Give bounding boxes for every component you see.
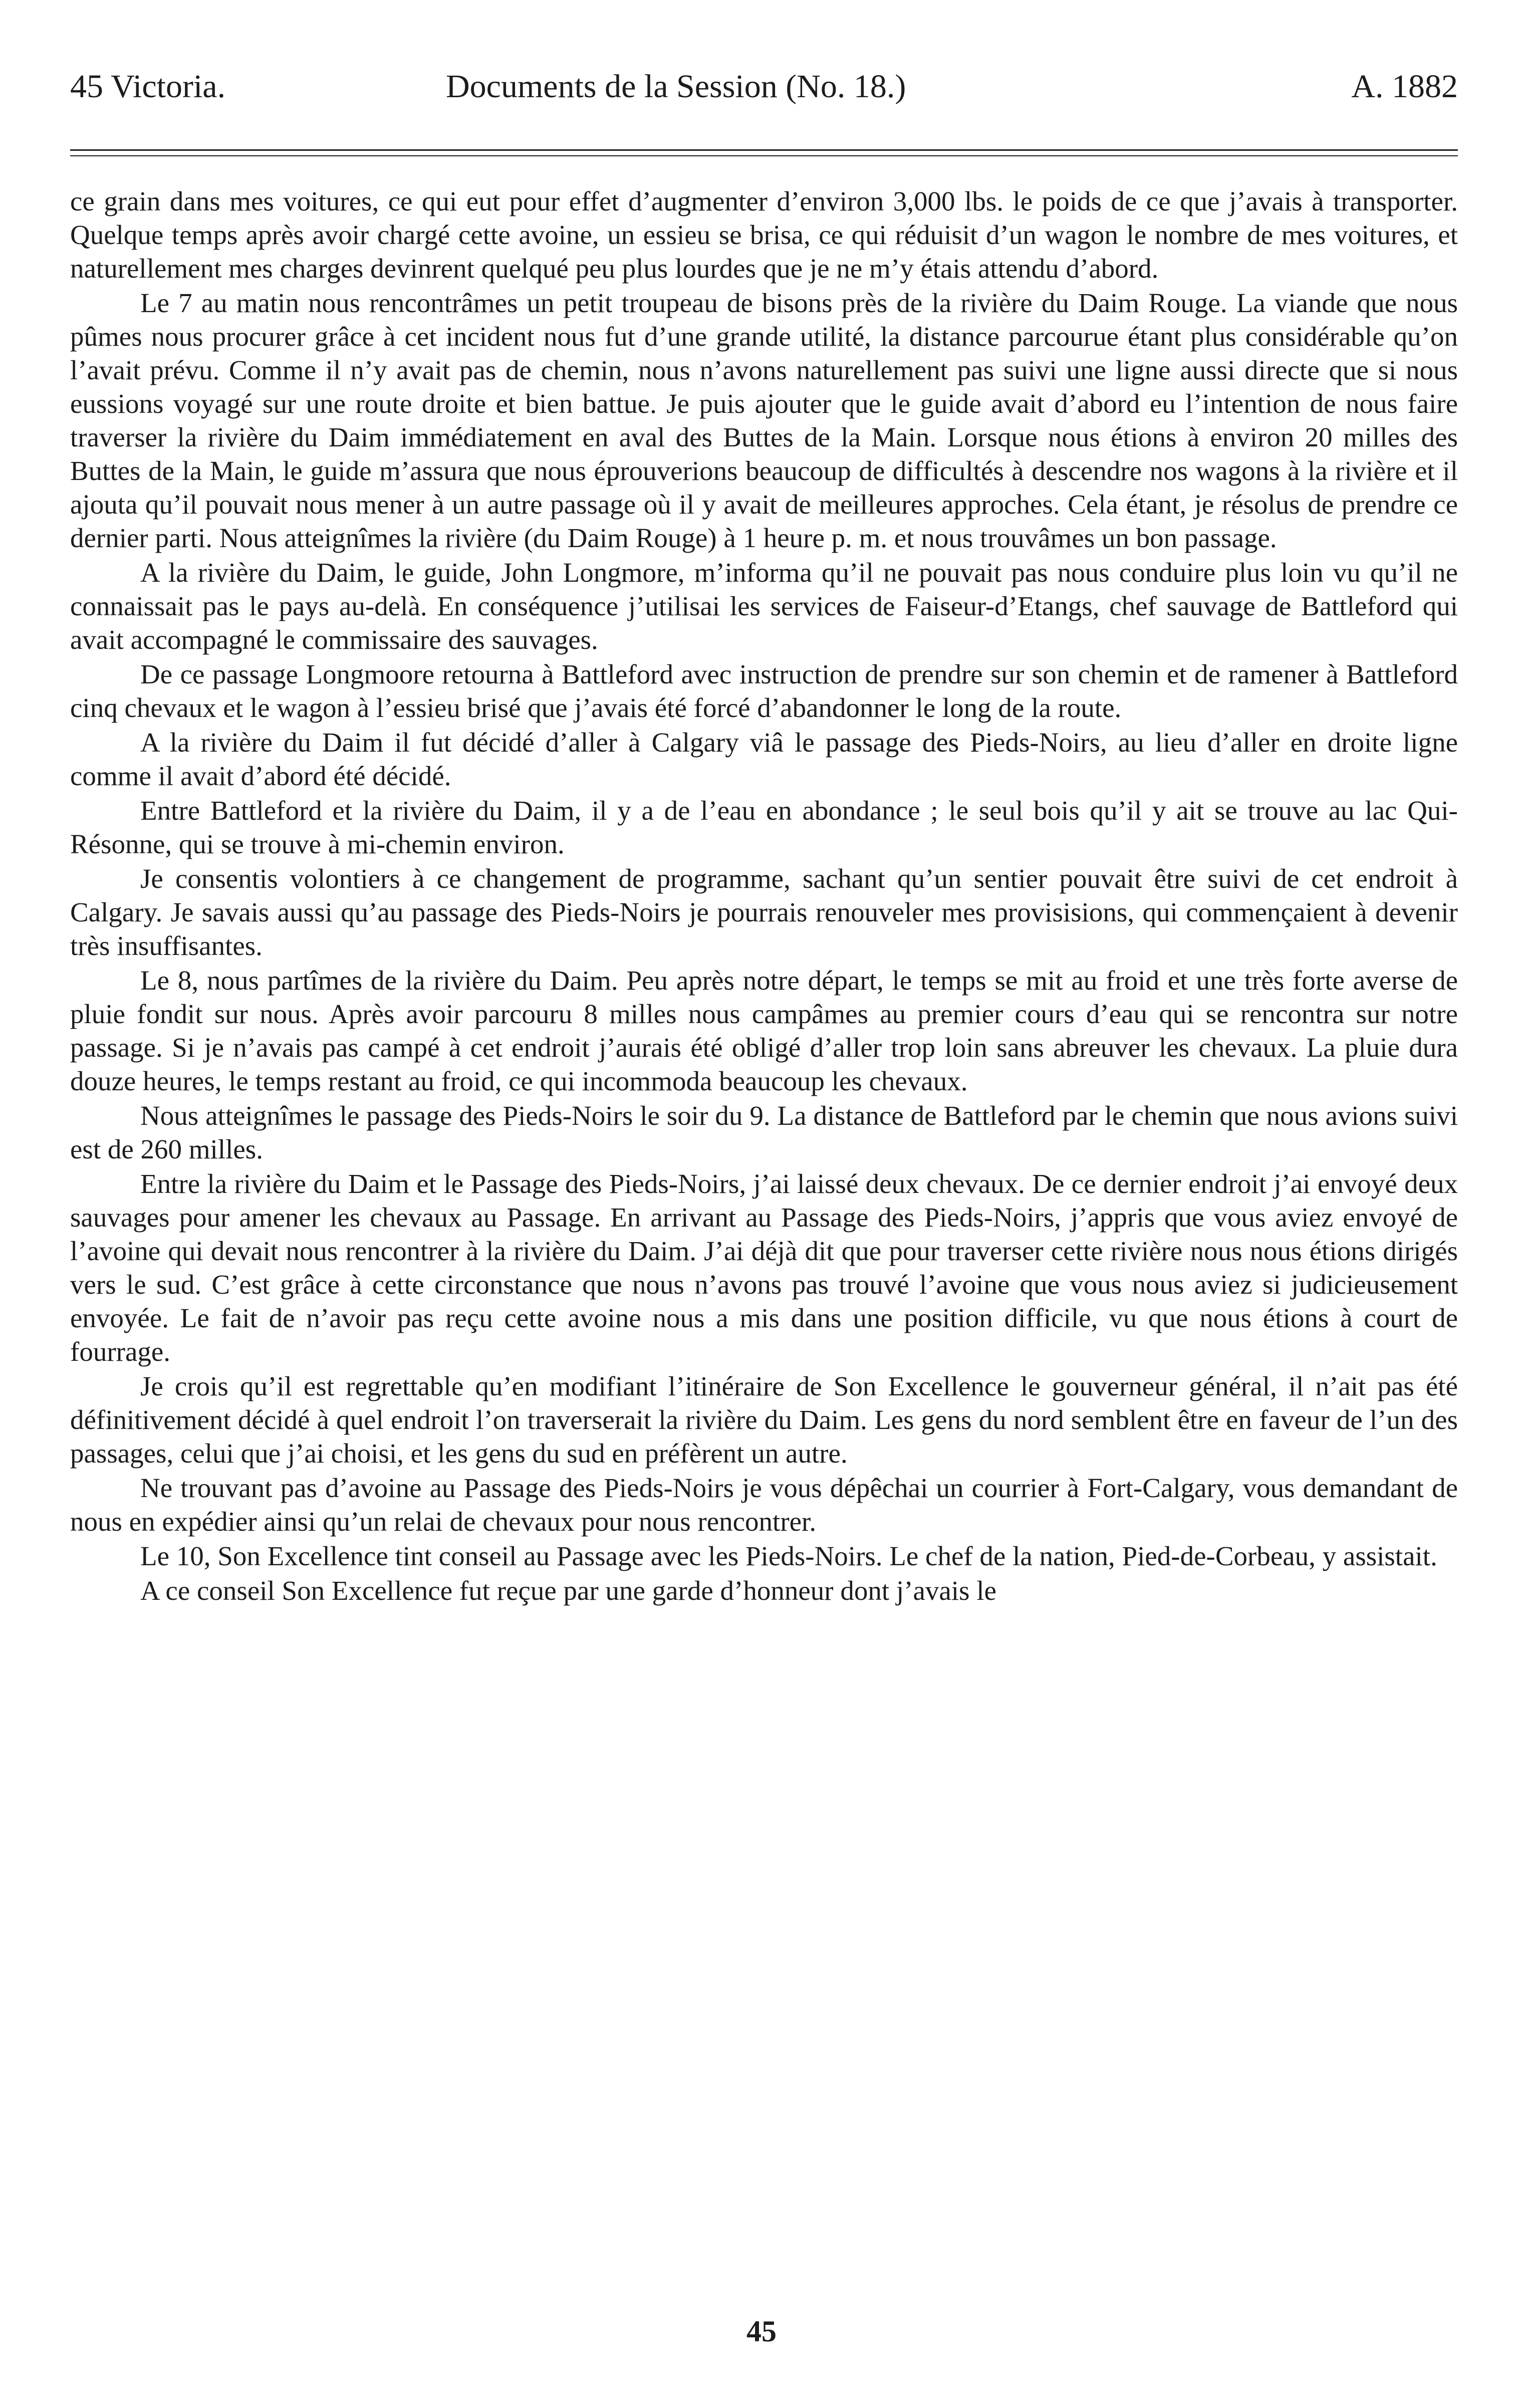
- header-volume: 45 Victoria.: [70, 68, 226, 105]
- paragraph: Entre la rivière du Daim et le Passage des Pieds-Noirs, j’ai laissé deux chevaux. De ce dernier endroit j’ai envoyé deux sauvages pour amener les chevaux au Passage. En arrivant au Passage des Pieds-Noirs, j’appris que vous aviez envoyé de l’avoine qui devait nous rencontrer à la rivière du Daim. J’ai déjà dit que pour traverser cette rivière nous nous étions dirigés vers le sud. C’est grâce à cette circonstance que nous n’avons pas trouvé l’avoine que vous nous aviez si judicieusement envoyée. Le fait de n’avoir pas reçu cette avoine nous a mis dans une position difficile, vu que nous étions à court de fourrage.: [70, 1168, 1458, 1367]
- paragraph: Nous atteignîmes le passage des Pieds-Noirs le soir du 9. La distance de Battleford par le chemin que nous avions suivi est de 260 milles.: [70, 1100, 1458, 1164]
- running-header: [70, 64, 1458, 109]
- paragraph: ce grain dans mes voitures, ce qui eut pour effet d’augmenter d’environ 3,000 lbs. le poids de ce que j’avais à transporter. Quelque temps après avoir chargé cette avoine, un essieu se brisa, ce qui réduisit d’un wagon le nombre de mes voitures, et naturellement mes charges devinrent quelqué peu plus lourdes que je ne m’y étais attendu d’abord.: [70, 186, 1458, 284]
- paragraph: Entre Battleford et la rivière du Daim, il y a de l’eau en abondance ; le seul bois qu’il y ait se trouve au lac Qui-Résonne, qui se trouve à mi-chemin environ.: [70, 795, 1458, 859]
- header-title: Documents de la Session (No. 18.): [446, 68, 906, 105]
- paragraph: De ce passage Longmoore retourna à Battleford avec instruction de prendre sur son chemin et de ramener à Battleford cinq chevaux et le wagon à l’essieu brisé que j’avais été forcé d’abandonner le long de la route.: [70, 659, 1458, 723]
- paragraph: A ce conseil Son Excellence fut reçue par une garde d’honneur dont j’avais le: [140, 1575, 996, 1606]
- body-text: [70, 184, 1458, 1608]
- paragraph: Ne trouvant pas d’avoine au Passage des Pieds-Noirs je vous dépêchai un courrier à Fort-Calgary, vous demandant de nous en expédier ainsi qu’un relai de chevaux pour nous rencontrer.: [70, 1473, 1458, 1537]
- header-rule: [70, 149, 1458, 151]
- paragraph: A la rivière du Daim, le guide, John Longmore, m’informa qu’il ne pouvait pas nous conduire plus loin vu qu’il ne connaissait pas le pays au-delà. En conséquence j’utilisai les services de Faiseur-d’Etangs, chef sauvage de Battleford qui avait accompagné le commissaire des sauvages.: [70, 557, 1458, 655]
- header-rule-second: [70, 155, 1458, 156]
- page-number: 45: [746, 2315, 777, 2348]
- paragraph: Je consentis volontiers à ce changement de programme, sachant qu’un sentier pouvait être suivi de cet endroit à Calgary. Je savais aussi qu’au passage des Pieds-Noirs je pourrais renouveler mes provisisions, qui commençaient à devenir très insuffisantes.: [70, 863, 1458, 961]
- paragraph: A la rivière du Daim il fut décidé d’aller à Calgary viâ le passage des Pieds-Noirs, au lieu d’aller en droite ligne comme il avait d’abord été décidé.: [70, 727, 1458, 791]
- paragraph: Le 7 au matin nous rencontrâmes un petit troupeau de bisons près de la rivière du Daim Rouge. La viande que nous pûmes nous procurer grâce à cet incident nous fut d’une grande utilité, la distance parcourue étant plus considérable qu’on l’avait prévu. Comme il n’y avait pas de chemin, nous n’avons naturellement pas suivi une ligne aussi directe que si nous eussions voyagé sur une route droite et bien battue. Je puis ajouter que le guide avait d’abord eu l’intention de nous faire traverser la rivière du Daim immédiatement en aval des Buttes de la Main. Lorsque nous étions à environ 20 milles des Buttes de la Main, le guide m’assura que nous éprouverions beaucoup de difficultés à descendre nos wagons à la rivière et il ajouta qu’il pouvait nous mener à un autre passage où il y avait de meilleures approches. Cela étant, je résolus de prendre ce dernier parti. Nous atteignîmes la rivière (du Daim Rouge) à 1 heure p. m. et nous trouvâmes un bon passage.: [70, 288, 1458, 553]
- paragraph: Le 8, nous partîmes de la rivière du Daim. Peu après notre départ, le temps se mit au froid et une très forte averse de pluie fondit sur nous. Après avoir parcouru 8 milles nous campâmes au premier cours d’eau qui se rencontra sur notre passage. Si je n’avais pas campé à cet endroit j’aurais été obligé d’aller trop loin sans abreuver les chevaux. La pluie dura douze heures, le temps restant au froid, ce qui incommoda beaucoup les chevaux.: [70, 965, 1458, 1096]
- paragraph: Je crois qu’il est regrettable qu’en modifiant l’itinéraire de Son Excellence le gouverneur général, il n’ait pas été définitivement décidé à quel endroit l’on traverserait la rivière du Daim. Les gens du nord semblent être en faveur de l’un des passages, celui que j’ai choisi, et les gens du sud en préfèrent un autre.: [70, 1371, 1458, 1469]
- header-year: A. 1882: [1351, 68, 1458, 105]
- paragraph: Le 10, Son Excellence tint conseil au Passage avec les Pieds-Noirs. Le chef de la nation, Pied-de-Corbeau, y assistait.: [140, 1541, 1437, 1571]
